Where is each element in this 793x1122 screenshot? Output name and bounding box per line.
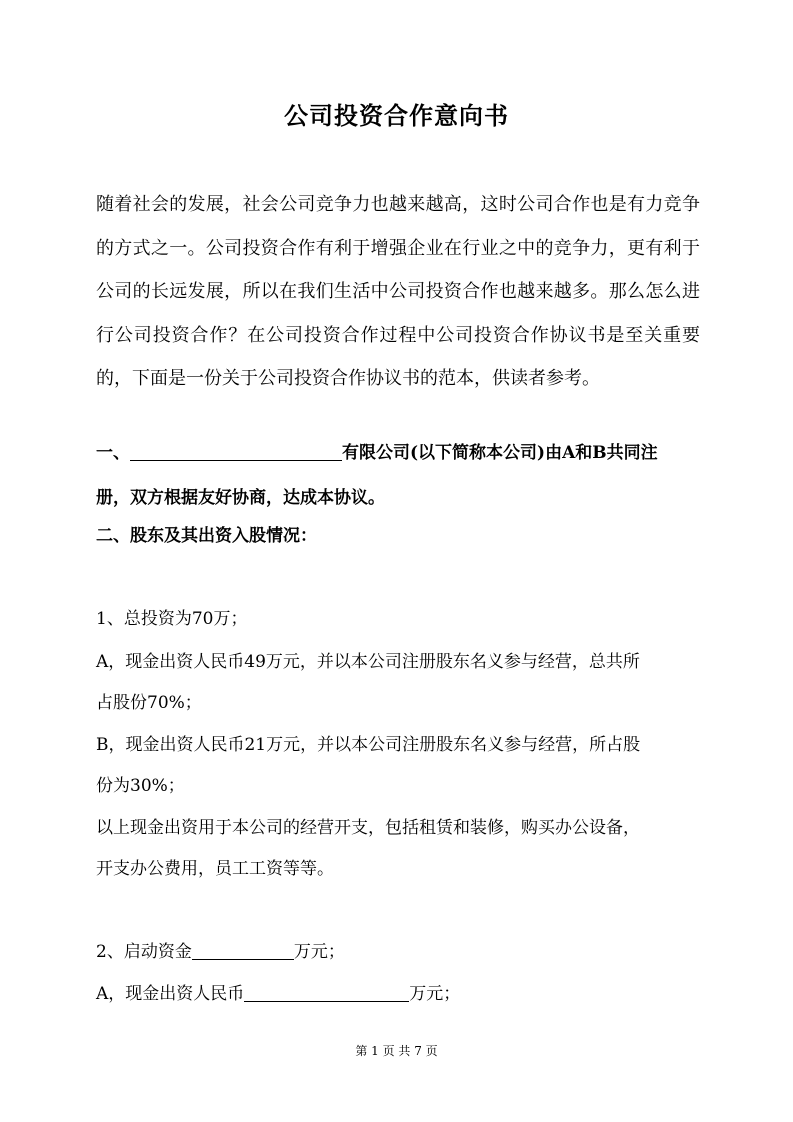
section1-line1 [96, 438, 658, 463]
item2-heading [96, 937, 345, 962]
item1-b-line2: 份为30%； [96, 776, 185, 796]
page-footer: 第 1 页 共 7 页 [355, 1044, 438, 1058]
section1-suffix: 有限公司(以下简称本公司)由A和B共同注 [342, 443, 658, 463]
item1-usage-line2: 开支办公费用，员工工资等等。 [96, 859, 334, 879]
startup-fund-blank[interactable] [192, 941, 294, 960]
a-cash-amount-blank[interactable] [244, 983, 409, 1002]
intro-paragraph: 随着社会的发展，社会公司竞争力也越来越高，这时公司合作也是有力竞争的方式之一。公司投资合作有利于增强企业在行业之中的竞争力，更有利于公司的长远发展，所以在我们生活中公司投资合作也越来越多。那么怎么进行公司投资合作？在公司投资合作过程中公司投资合作协议书是至关重要的，下面是一份关于公司投资合作协议书的范本，供读者参考。 [96, 194, 700, 389]
item2-heading-suffix: 万元； [293, 942, 345, 962]
document-title: 公司投资合作意向书 [284, 101, 509, 130]
section1-prefix: 一、 [96, 443, 130, 463]
item2-heading-prefix: 2、启动资金 [96, 942, 192, 962]
item1-heading: 1、总投资为70万； [96, 609, 248, 629]
section1-line2: 册，双方根据友好协商，达成本协议。 [96, 488, 385, 508]
item1-b-line1: B，现金出资人民币21万元，并以本公司注册股东名义参与经营，所占股 [96, 735, 641, 755]
item1-a-line1: A，现金出资人民币49万元，并以本公司注册股东名义参与经营，总共所 [96, 652, 640, 672]
item1-a-line2: 占股份70%； [96, 693, 202, 713]
company-name-blank[interactable] [130, 442, 342, 461]
item2-a-prefix: A，现金出资人民币 [96, 984, 245, 1004]
item1-usage-line1: 以上现金出资用于本公司的经营开支，包括租赁和装修，购买办公设备， [96, 818, 640, 838]
item2-a-line [96, 979, 460, 1004]
item2-a-suffix: 万元； [409, 984, 461, 1004]
section2-heading: 二、股东及其出资入股情况： [96, 526, 317, 546]
